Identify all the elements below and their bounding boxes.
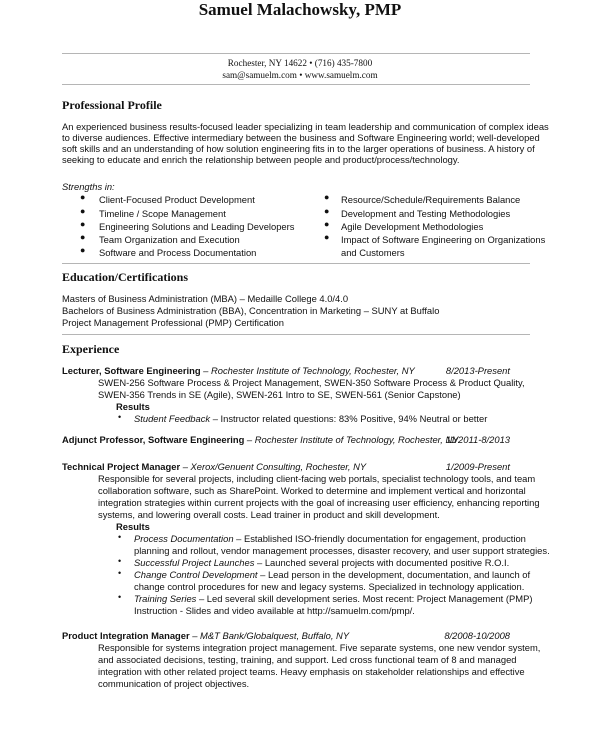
profile-line: seeking to educate and enrich the relationship between people and product/process/technology. xyxy=(62,154,460,165)
job-desc-line: communication of project objectives. xyxy=(98,678,250,689)
job-dates: 8/2008-10/2008 xyxy=(444,630,510,641)
job-desc-line: systems, and lowering overall costs. Lead trainer in product and skill development. xyxy=(98,509,440,520)
job-role: Technical Project Manager xyxy=(62,461,181,472)
job-role: Product Integration Manager xyxy=(62,630,190,641)
bullet-icon: • xyxy=(118,556,122,566)
job-org: – Xerox/Genuent Consulting, Rochester, NY xyxy=(180,461,367,472)
strength-item: Impact of Software Engineering on Organizations xyxy=(341,234,546,245)
job-dates: 8/2013-Present xyxy=(445,365,510,376)
job-heading xyxy=(62,630,349,641)
contact-line-2: sam@samuelm.com • www.samuelm.com xyxy=(222,70,378,80)
section-rule xyxy=(62,334,530,335)
job-role: Adjunct Professor, Software Engineering xyxy=(62,434,245,445)
result-item: Successful Project Launches – Launched several projects with documented positive R.O.I. xyxy=(134,557,510,568)
contact-line-1: Rochester, NY 14622 • (716) 435-7800 xyxy=(227,58,373,68)
resume-name: Samuel Malachowsky, PMP xyxy=(198,0,402,19)
job-heading xyxy=(62,461,366,472)
job-role: Lecturer, Software Engineering xyxy=(62,365,201,376)
result-item-cont: change control procedures for new and legacy systems. Specialized in technology application. xyxy=(134,581,525,592)
bullet-icon: ● xyxy=(80,245,86,255)
header-rule-top xyxy=(62,53,530,54)
strengths-label: Strengths in: xyxy=(62,181,115,192)
section-title-profile: Professional Profile xyxy=(62,98,162,112)
job-heading xyxy=(62,365,415,376)
job-desc-line: integration strategies within current projects with the goal of increasing user efficiency, enhancing reporting xyxy=(98,497,540,508)
job-desc-line: integration with other related project teams. Heavy emphasis on stakeholder relationships and effective xyxy=(98,666,525,677)
job-desc-line: SWEN-356 Trends in SE (Agile), SWEN-261 Intro to SE, SWEN-561 (Senior Capstone) xyxy=(98,389,461,400)
bullet-icon: ● xyxy=(324,206,330,216)
bullet-icon: ● xyxy=(80,206,86,216)
section-title-education: Education/Certifications xyxy=(62,270,188,284)
bullet-icon: ● xyxy=(80,232,86,242)
job-heading xyxy=(62,434,459,445)
job-desc-line: collaboration software, such as SharePoint. Worked to determine and implement vertical and horizontal xyxy=(98,485,526,496)
bullet-icon: ● xyxy=(324,232,330,242)
result-item: Process Documentation – Established ISO-friendly documentation for engagement, production xyxy=(134,533,526,544)
results-label: Results xyxy=(116,521,150,532)
strength-item: Software and Process Documentation xyxy=(99,247,257,258)
bullet-icon: ● xyxy=(80,219,86,229)
strength-item: Development and Testing Methodologies xyxy=(341,208,511,219)
education-line: Project Management Professional (PMP) Certification xyxy=(62,317,284,328)
job-org: – Rochester Institute of Technology, Rochester, NY xyxy=(200,365,415,376)
bullet-icon: • xyxy=(118,412,122,422)
education-line: Bachelors of Business Administration (BBA), Concentration in Marketing – SUNY at Buffalo xyxy=(62,305,440,316)
header-rule-bottom xyxy=(62,84,530,85)
strength-item: Team Organization and Execution xyxy=(99,234,240,245)
strength-item: Engineering Solutions and Leading Developers xyxy=(99,221,295,232)
strength-item: Resource/Schedule/Requirements Balance xyxy=(341,194,521,205)
result-item-cont: Instruction - Slides and video available at http://samuelm.com/pmp/. xyxy=(134,605,415,616)
strength-item: Client-Focused Product Development xyxy=(99,194,255,205)
profile-line: to diverse audiences. Effective intermediary between the business and Software Engineering world; well-developed xyxy=(62,132,540,143)
profile-line: An experienced business results-focused leader specializing in team leadership and communication of complex ideas xyxy=(62,121,549,132)
bullet-icon: ● xyxy=(80,192,86,202)
bullet-icon: • xyxy=(118,532,122,542)
job-dates: 1/2009-Present xyxy=(445,461,510,472)
job-desc-line: SWEN-256 Software Process & Project Management, SWEN-350 Software Process & Product Quality, xyxy=(98,377,525,388)
bullet-icon: ● xyxy=(324,219,330,229)
result-item: Student Feedback – Instructor related questions: 83% Positive, 94% Neutral or better xyxy=(134,413,488,424)
strength-item: Timeline / Scope Management xyxy=(99,208,226,219)
job-dates: 11/2011-8/2013 xyxy=(445,434,510,445)
job-desc-line: Responsible for several projects, including client-facing web portals, specialist technology tools, and team xyxy=(98,473,536,484)
bullet-icon: • xyxy=(118,568,122,578)
job-desc-line: and associated decisions, testing, training, and support. Led cross functional team of 8 and managed xyxy=(98,654,517,665)
job-org: – Rochester Institute of Technology, Rochester, NY xyxy=(244,434,459,445)
section-rule xyxy=(62,263,530,264)
bullet-icon: • xyxy=(118,592,122,602)
strength-item: Agile Development Methodologies xyxy=(341,221,484,232)
results-label: Results xyxy=(116,401,150,412)
job-org: – M&T Bank/Globalquest, Buffalo, NY xyxy=(189,630,350,641)
result-item: Change Control Development – Lead person in the development, documentation, and launch of xyxy=(134,569,531,580)
result-item: Training Series – Led several skill development series. Most recent: Project Management (PMP) xyxy=(134,593,533,604)
profile-line: soft skills and an understanding of how solution engineering fits in to the larger operations of business. A history of xyxy=(62,143,535,154)
section-title-experience: Experience xyxy=(62,342,120,356)
job-desc-line: Responsible for systems integration project management. Five separate systems, one new vendor system, xyxy=(98,642,541,653)
result-item-cont: planning and rollout, vendor management processes, disaster recovery, and user support strategies. xyxy=(134,545,550,556)
bullet-icon: ● xyxy=(324,192,330,202)
education-line: Masters of Business Administration (MBA) – Medaille College 4.0/4.0 xyxy=(62,293,349,304)
strength-item: and Customers xyxy=(341,247,405,258)
